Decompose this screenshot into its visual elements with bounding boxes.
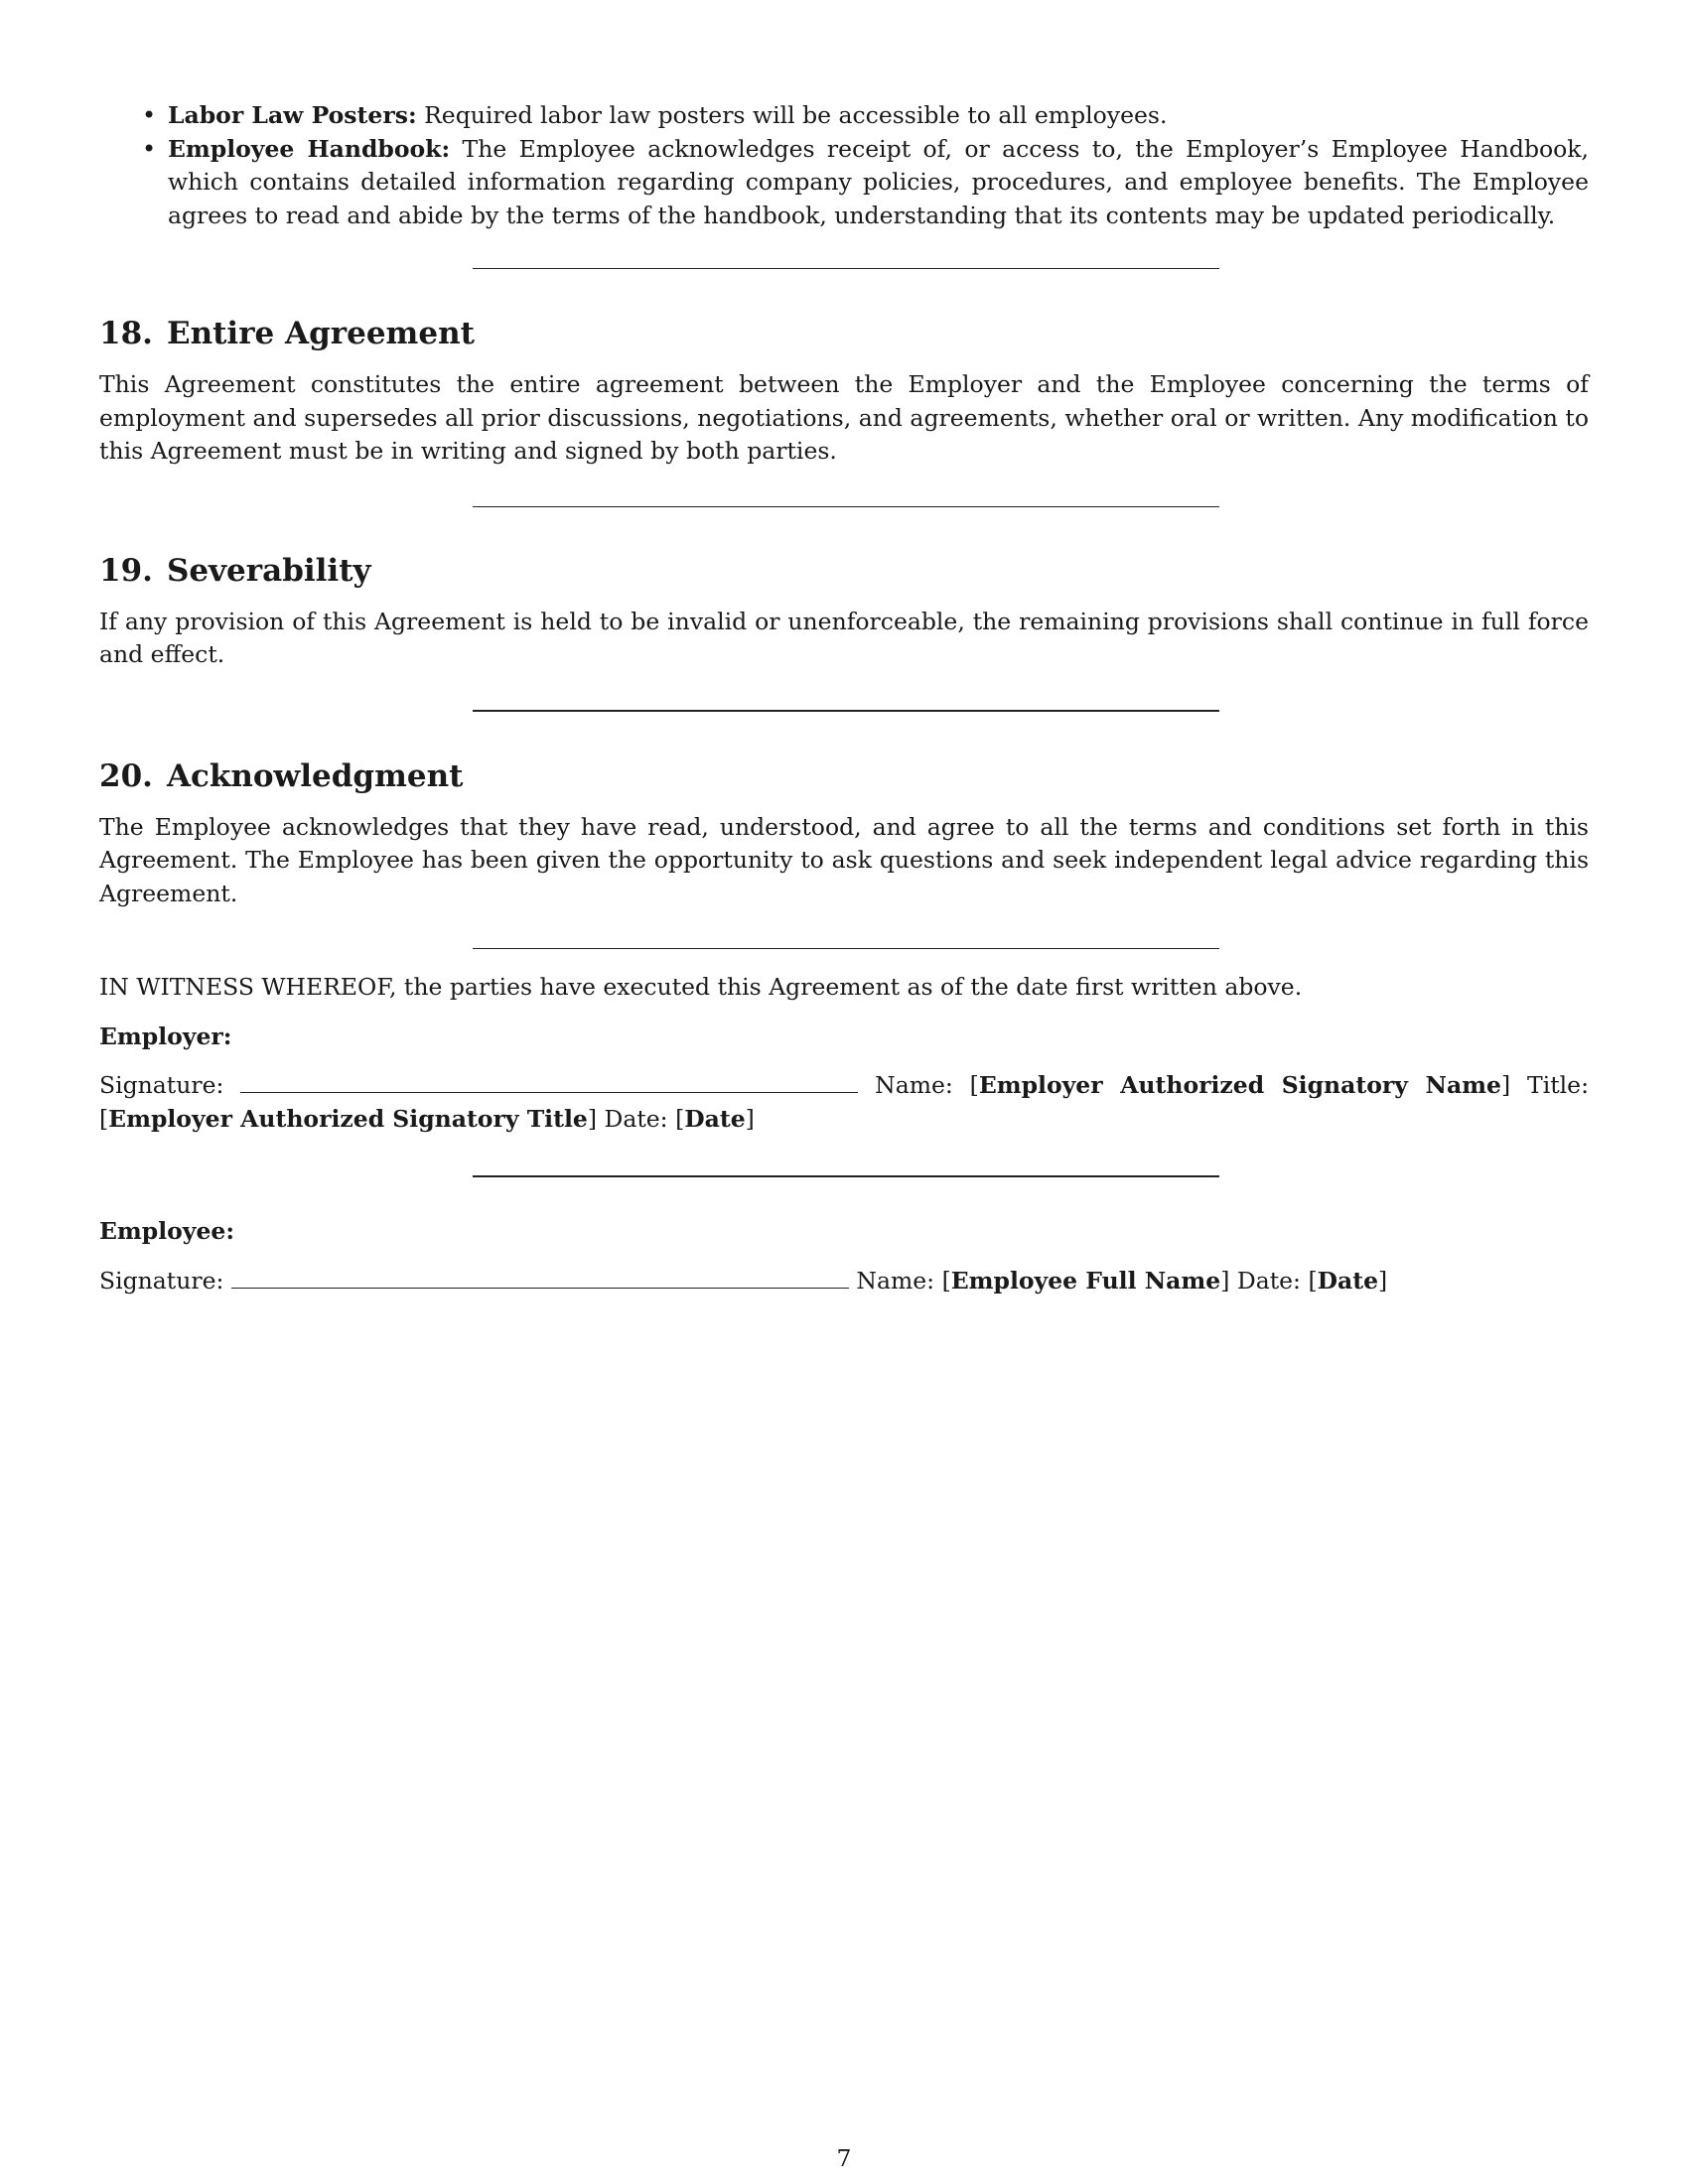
employee-signature-line[interactable]: [231, 1268, 849, 1289]
employee-signature-block: Signature: Name: [Employee Full Name] Date: [Date]: [99, 1266, 1388, 1295]
section-body-20: The Employee acknowledges that they have read, understood, and agree to all the terms and conditions set forth in this Agreement. The Employee has been given the opportunity to ask questions and seek independent legal advice regarding this Agreement.: [99, 812, 1589, 907]
section-divider: [473, 710, 1219, 712]
section-heading-20: 20. Acknowledgment: [99, 757, 464, 794]
employer-title-value: Employer Authorized Signatory Title: [108, 1104, 588, 1133]
section-heading-19: 19. Severability: [99, 552, 371, 589]
section-divider: [473, 948, 1219, 949]
bullet-label: Labor Law Posters:: [168, 101, 417, 129]
employee-name-value: Employee Full Name: [950, 1266, 1221, 1295]
employer-signature-block: Signature: Name: [Employer Authorized Signatory Name] Title: [Employer Authorized Signatory Title] Date: [Date]: [99, 1071, 1589, 1133]
section-divider: [473, 506, 1219, 507]
employee-heading: Employee:: [99, 1217, 235, 1245]
bullet-label: Employee Handbook:: [168, 134, 451, 163]
employee-date-value: Date: [1317, 1266, 1379, 1295]
section-body-19: If any provision of this Agreement is held to be invalid or unenforceable, the remaining provisions shall continue in full force and effect.: [99, 607, 1589, 668]
policy-bullet-list: [99, 99, 1589, 232]
employer-name-label: Name:: [875, 1071, 953, 1099]
employer-signature-label: Signature:: [99, 1071, 224, 1099]
section-body-18: This Agreement constitutes the entire agreement between the Employer and the Employee concerning the terms of employment and supersedes all prior discussions, negotiations, and agreements, whether oral or written. Any modification to this Agreement must be in writing and signed by both parties.: [99, 370, 1589, 465]
section-heading-18: 18. Entire Agreement: [99, 316, 475, 351]
employer-heading: Employer:: [99, 1022, 232, 1050]
bullet-labor-law-posters: [168, 99, 1589, 133]
employer-date-label: Date:: [604, 1104, 668, 1133]
section-divider: [473, 1175, 1219, 1177]
employer-name-value: Employer Authorized Signatory Name: [978, 1071, 1501, 1099]
page-content: [99, 99, 1589, 1297]
witness-statement: IN WITNESS WHEREOF, the parties have executed this Agreement as of the date first written above.: [99, 973, 1303, 1001]
employee-signature-label: Signature:: [99, 1266, 224, 1295]
bullet-text: Required labor law posters will be accessible to all employees.: [424, 101, 1168, 129]
section-divider: [473, 268, 1219, 269]
employee-name-label: Name:: [856, 1266, 935, 1295]
employee-date-label: Date:: [1236, 1266, 1301, 1295]
employer-title-label: Title:: [1527, 1071, 1589, 1099]
bullet-text: The Employee acknowledges receipt of, or access to, the Employer’s Employee Handbook, which contains detailed information regarding company policies, procedures, and employee benefits. The Employee agrees to read and abide by the terms of the handbook, understanding that its contents may be updated periodically.: [168, 134, 1589, 229]
page-number: 7: [836, 2144, 852, 2172]
employer-date-value: Date: [684, 1104, 746, 1133]
bullet-employee-handbook: [168, 133, 1589, 233]
employer-signature-line[interactable]: [240, 1072, 858, 1093]
